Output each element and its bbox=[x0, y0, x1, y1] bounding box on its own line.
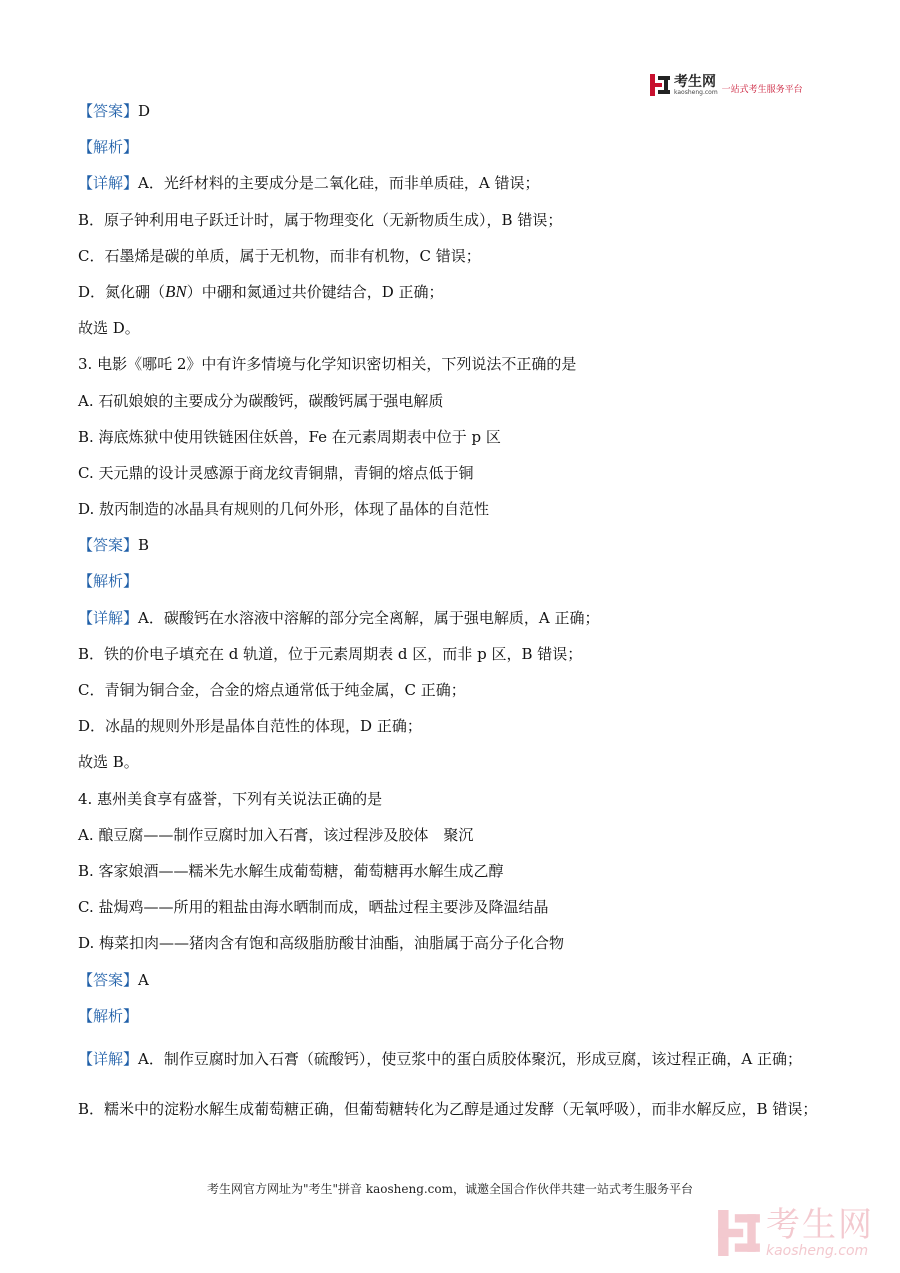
detail-text: A．制作豆腐时加入石膏（硫酸钙），使豆浆中的蛋白质胶体聚沉，形成豆腐，该过程正确，A 正确； bbox=[138, 1049, 802, 1068]
footer-text: 考生网官方网址为"考生"拼音 kaosheng.com，诚邀全国合作伙伴共建一站式考生服务平台 bbox=[206, 1182, 694, 1196]
detail-line-wrapped bbox=[78, 1042, 823, 1076]
bn-formula: BN bbox=[165, 281, 187, 301]
watermark-text bbox=[766, 1205, 874, 1259]
bn-prefix: D．氮化硼（ bbox=[78, 282, 166, 301]
answer-value: A bbox=[138, 970, 149, 989]
option-c: C. 天元鼎的设计灵感源于商龙纹青铜鼎，青铜的熔点低于铜 bbox=[78, 463, 474, 482]
answer-tag: 【答案】 bbox=[78, 536, 139, 555]
logo-brand bbox=[674, 75, 718, 96]
answer-line bbox=[78, 101, 823, 121]
explanation-line-bn bbox=[78, 282, 823, 302]
option-d: D. 敖丙制造的冰晶具有规则的几何外形，体现了晶体的自范性 bbox=[78, 500, 490, 519]
detail-text: A．碳酸钙在水溶液中溶解的部分完全离解，属于强电解质，A 正确； bbox=[138, 608, 600, 627]
logo-slogan: 一站式考生服务平台 bbox=[721, 84, 803, 95]
detail-line bbox=[78, 173, 823, 193]
analysis-tag: 【解析】 bbox=[78, 572, 139, 591]
option-d: D. 梅菜扣肉——猪肉含有饱和高级脂肪酸甘油酯，油脂属于高分子化合物 bbox=[78, 934, 565, 953]
answer-line bbox=[78, 970, 823, 990]
analysis-line bbox=[78, 1006, 823, 1026]
analysis-line bbox=[78, 571, 823, 591]
detail-tag: 【详解】 bbox=[78, 174, 139, 193]
answer-line bbox=[78, 535, 823, 555]
document-body bbox=[78, 101, 823, 1130]
watermark-logo-icon bbox=[718, 1210, 760, 1256]
option-a: A. 酿豆腐——制作豆腐时加入石膏，该过程涉及胶体 聚沉 bbox=[78, 825, 474, 844]
analysis-tag: 【解析】 bbox=[78, 1006, 139, 1025]
header-logo bbox=[650, 72, 803, 98]
explanation-line-wrapped: B．糯米中的淀粉水解生成葡萄糖正确，但葡萄糖转化为乙醇是通过发酵（无氧呼吸），而非水解反应，B 错误； bbox=[78, 1100, 818, 1119]
answer-tag: 【答案】 bbox=[78, 970, 139, 989]
logo-brand-en: kaosheng.com bbox=[674, 88, 718, 96]
option-c: C. 盐焗鸡——所用的粗盐由海水晒制而成，晒盐过程主要涉及降温结晶 bbox=[78, 898, 549, 917]
conclusion-line: 故选 B。 bbox=[78, 753, 139, 772]
answer-tag: 【答案】 bbox=[78, 102, 139, 120]
answer-value: B bbox=[138, 536, 150, 555]
explanation-line: D．冰晶的规则外形是晶体自范性的体现，D 正确； bbox=[78, 717, 422, 736]
explanation-line: C．石墨烯是碳的单质，属于无机物，而非有机物，C 错误； bbox=[78, 246, 481, 265]
watermark bbox=[718, 1202, 888, 1264]
question-stem: 4. 惠州美食享有盛誉，下列有关说法正确的是 bbox=[78, 789, 383, 808]
option-b: B. 海底炼狱中使用铁链困住妖兽，Fe 在元素周期表中位于 p 区 bbox=[78, 427, 501, 446]
analysis-line bbox=[78, 137, 823, 157]
explanation-line: C．青铜为铜合金，合金的熔点通常低于纯金属，C 正确； bbox=[78, 681, 466, 699]
bn-suffix: ）中硼和氮通过共价键结合，D 正确； bbox=[186, 282, 444, 301]
option-b: B. 客家娘酒——糯米先水解生成葡萄糖，葡萄糖再水解生成乙醇 bbox=[78, 861, 504, 880]
kaosheng-logo-icon bbox=[650, 74, 670, 96]
answer-value: D bbox=[138, 102, 151, 120]
detail-tag: 【详解】 bbox=[78, 1049, 139, 1068]
detail-text: A．光纤材料的主要成分是二氧化硅，而非单质硅，A 错误； bbox=[138, 174, 540, 193]
option-a: A. 石矶娘娘的主要成分为碳酸钙，碳酸钙属于强电解质 bbox=[78, 391, 444, 410]
analysis-tag: 【解析】 bbox=[78, 138, 139, 157]
watermark-brand-en: kaosheng.com bbox=[766, 1243, 869, 1259]
explanation-line: B．铁的价电子填充在 d 轨道，位于元素周期表 d 区，而非 p 区，B 错误； bbox=[78, 644, 583, 663]
detail-tag: 【详解】 bbox=[78, 608, 139, 627]
conclusion-line: 故选 D。 bbox=[78, 319, 140, 338]
question-stem: 3. 电影《哪吒 2》中有许多情境与化学知识密切相关，下列说法不正确的是 bbox=[78, 355, 577, 374]
explanation-line: B．原子钟利用电子跃迁计时，属于物理变化（无新物质生成），B 错误； bbox=[78, 210, 563, 229]
watermark-brand-cn: 考生网 bbox=[766, 1205, 874, 1245]
detail-line bbox=[78, 608, 823, 628]
logo-brand-cn: 考生网 bbox=[674, 73, 716, 90]
